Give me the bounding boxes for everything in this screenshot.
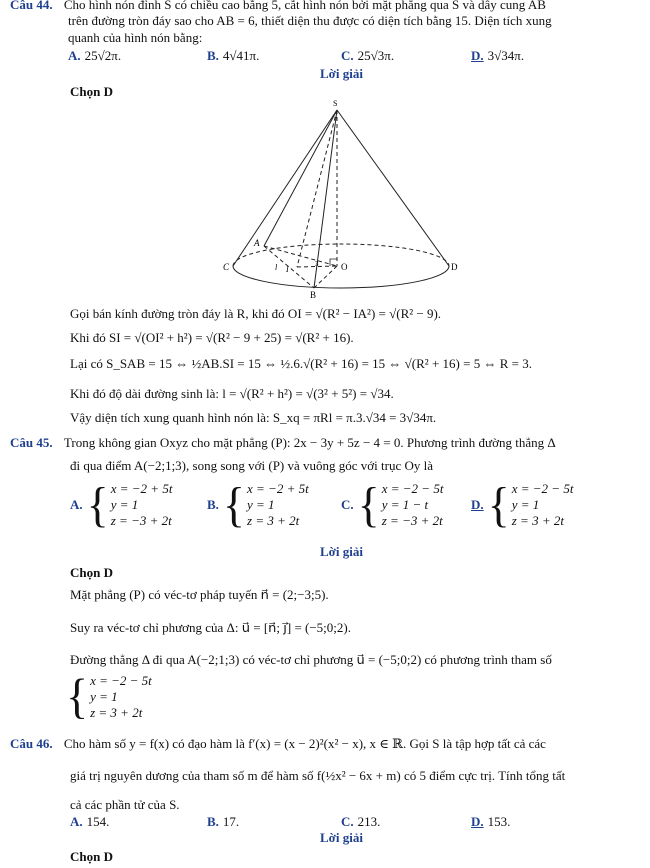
q45-option-b: B. { x = −2 + 5t y = 1 z = 3 + 2t	[207, 477, 309, 532]
q45-option-d: D. { x = −2 − 5t y = 1 z = 3 + 2t	[471, 477, 574, 532]
q45-sol-1: Mặt phẳng (P) có véc-tơ pháp tuyến n⃗ = (2;−3;5).	[70, 587, 329, 602]
q44-option-b: B. 4√41π.	[207, 48, 260, 63]
q46-option-d: D. 153.	[471, 814, 511, 829]
q44-sol-1: Gọi bán kính đường tròn đáy là R, khi đó OI = √(R² − IA²) = √(R² − 9).	[70, 306, 442, 321]
q46-number: Câu 46.	[10, 736, 53, 751]
q44-text-3: quanh của hình nón bằng:	[68, 30, 203, 45]
fig-label-l: l	[275, 263, 278, 272]
q44-solution-heading: Lời giải	[320, 66, 363, 81]
q46-solution-heading: Lời giải	[320, 830, 363, 845]
q46-line1	[10, 736, 546, 752]
q46-option-c: C. 213.	[341, 814, 381, 829]
q45-answer-system: { x = −2 − 5t y = 1 z = 3 + 2t	[66, 669, 152, 724]
q45-option-a: A. { x = −2 + 5t y = 1 z = −3 + 2t	[70, 477, 173, 532]
fig-label-b: B	[310, 290, 317, 300]
fig-label-s: S	[333, 99, 338, 108]
q46-option-b: B. 17.	[207, 814, 240, 829]
fig-label-a: A	[254, 238, 260, 248]
q44-sol-2: Khi đó SI = √(OI² + h²) = √(R² − 9 + 25) = √(R² + 16).	[70, 330, 354, 345]
fig-label-o: O	[341, 262, 348, 272]
q44-option-d: D. 3√34π.	[471, 48, 525, 63]
q45-chosen: Chọn D	[70, 565, 113, 580]
fig-label-c: C	[223, 262, 230, 272]
q44-sol-3: Lại có S_SAB = 15 ⇔ ½AB.SI = 15 ⇔ ½.6.√(R² + 16) = 15 ⇔ √(R² + 16) = 5 ⇔ R = 3.	[70, 356, 532, 371]
q44-text-1: Cho hình nón đỉnh S có chiều cao bằng 5, cắt hình nón bởi mặt phẳng qua S và dây cung AB	[63, 0, 546, 12]
q44-sol-5: Vậy diện tích xung quanh hình nón là: S_xq = πRl = π.3.√34 = 3√34π.	[70, 410, 437, 425]
q44-line1	[10, 0, 546, 13]
q45-text-1: Trong không gian Oxyz cho mặt phẳng (P): 2x − 3y + 5z − 4 = 0. Phương trình đường thẳng Δ	[63, 435, 556, 450]
fig-label-d: D	[451, 262, 458, 272]
q46-text-1: Cho hàm số y = f(x) có đạo hàm là f′(x) = (x − 2)²(x² − x), x ∈ ℝ. Gọi S là tập hợp tất cả các	[63, 736, 546, 751]
q44-text-2: trên đường tròn đáy sao cho AB = 6, thiết diện thu được có diện tích bằng 15. Diện tích xung	[68, 13, 552, 28]
q44-sol-4: Khi đó độ dài đường sinh là: l = √(R² + h²) = √(3² + 5²) = √34.	[70, 386, 394, 401]
fig-label-3: 3	[315, 260, 319, 268]
q46-text-3: cả các phần tử của S.	[70, 797, 180, 812]
fig-label-i: I	[286, 265, 289, 274]
q46-chosen: Chọn D	[70, 849, 113, 864]
q44-option-a: A. 25√2π.	[68, 48, 122, 63]
q46-text-2: giá trị nguyên dương của tham số m để hàm số f(½x² − 6x + m) có 5 điểm cực trị. Tính tổng tất	[70, 768, 566, 783]
q44-number: Câu 44.	[10, 0, 53, 12]
q44-option-c: C. 25√3π.	[341, 48, 395, 63]
q46-option-a: A. 154.	[70, 814, 110, 829]
q45-option-c: C. { x = −2 − 5t y = 1 − t z = −3 + 2t	[341, 477, 444, 532]
q45-number: Câu 45.	[10, 435, 53, 450]
q45-sol-3: Đường thẳng Δ đi qua A(−2;1;3) có véc-tơ chỉ phương u⃗ = (−5;0;2) có phương trình tham số	[70, 652, 552, 667]
q45-line1	[10, 435, 556, 451]
q45-text-2: đi qua điểm A(−2;1;3), song song với (P) và vuông góc với trục Oy là	[70, 458, 434, 473]
q45-sol-2: Suy ra véc-tơ chỉ phương của Δ: u⃗ = [n⃗; j⃗] = (−5;0;2).	[70, 620, 351, 635]
q44-chosen: Chọn D	[70, 84, 113, 99]
cone-figure	[220, 96, 460, 300]
q45-solution-heading: Lời giải	[320, 544, 363, 559]
